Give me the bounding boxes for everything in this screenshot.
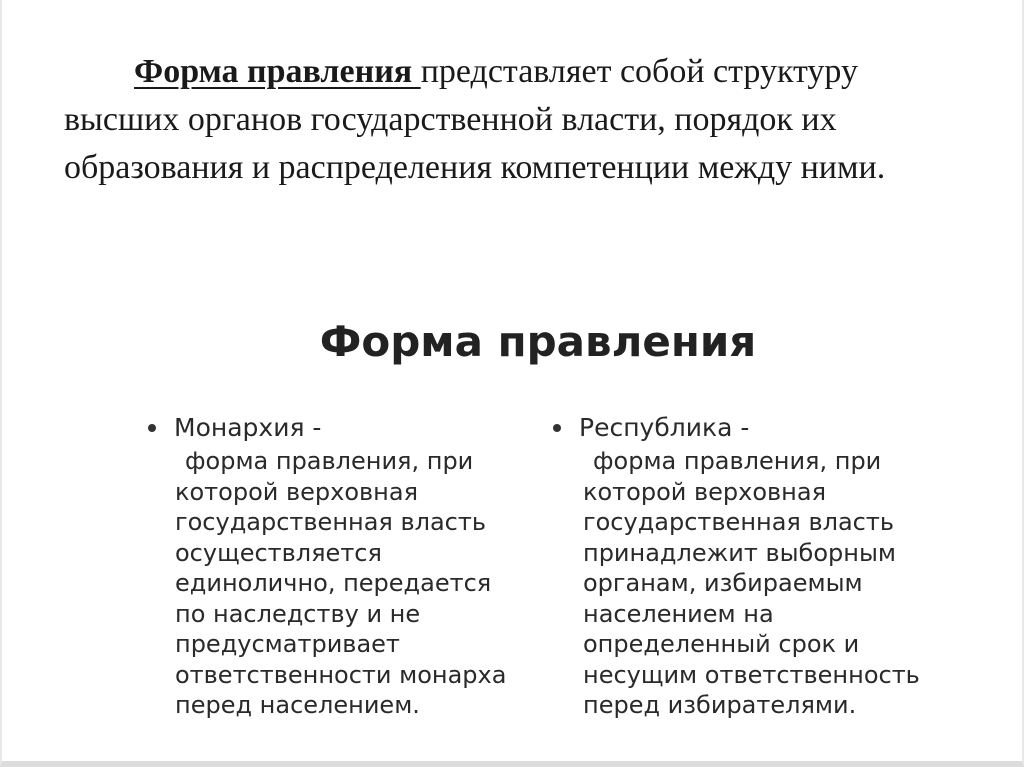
- definition-text: представляет собой структуру высших органов государственной власти, порядок их образования и распределения компетенции между ними.: [64, 53, 886, 186]
- republic-column: [553, 410, 953, 721]
- bullet-dot-icon: [148, 424, 156, 432]
- monarchy-heading-text: Монархия -: [174, 413, 322, 442]
- monarchy-heading: [148, 410, 528, 446]
- definition-paragraph: [64, 48, 944, 192]
- republic-heading-text: Республика -: [579, 413, 750, 442]
- definition-term: Форма правления: [134, 53, 421, 90]
- republic-description: форма правления, при которой верховная государственная власть принадлежит выборным органам, избираемым населением на определенный срок и несущим ответственность перед избирателями.: [583, 447, 920, 719]
- monarchy-description: форма правления, при которой верховная государственная власть осуществляется единолично, передается по наследству и не предусматривает ответственности монарха перед населением.: [175, 447, 507, 719]
- section-title: Форма правления: [319, 317, 757, 366]
- bullet-dot-icon: [553, 424, 561, 432]
- republic-heading: [553, 410, 953, 446]
- monarchy-column: [148, 410, 528, 721]
